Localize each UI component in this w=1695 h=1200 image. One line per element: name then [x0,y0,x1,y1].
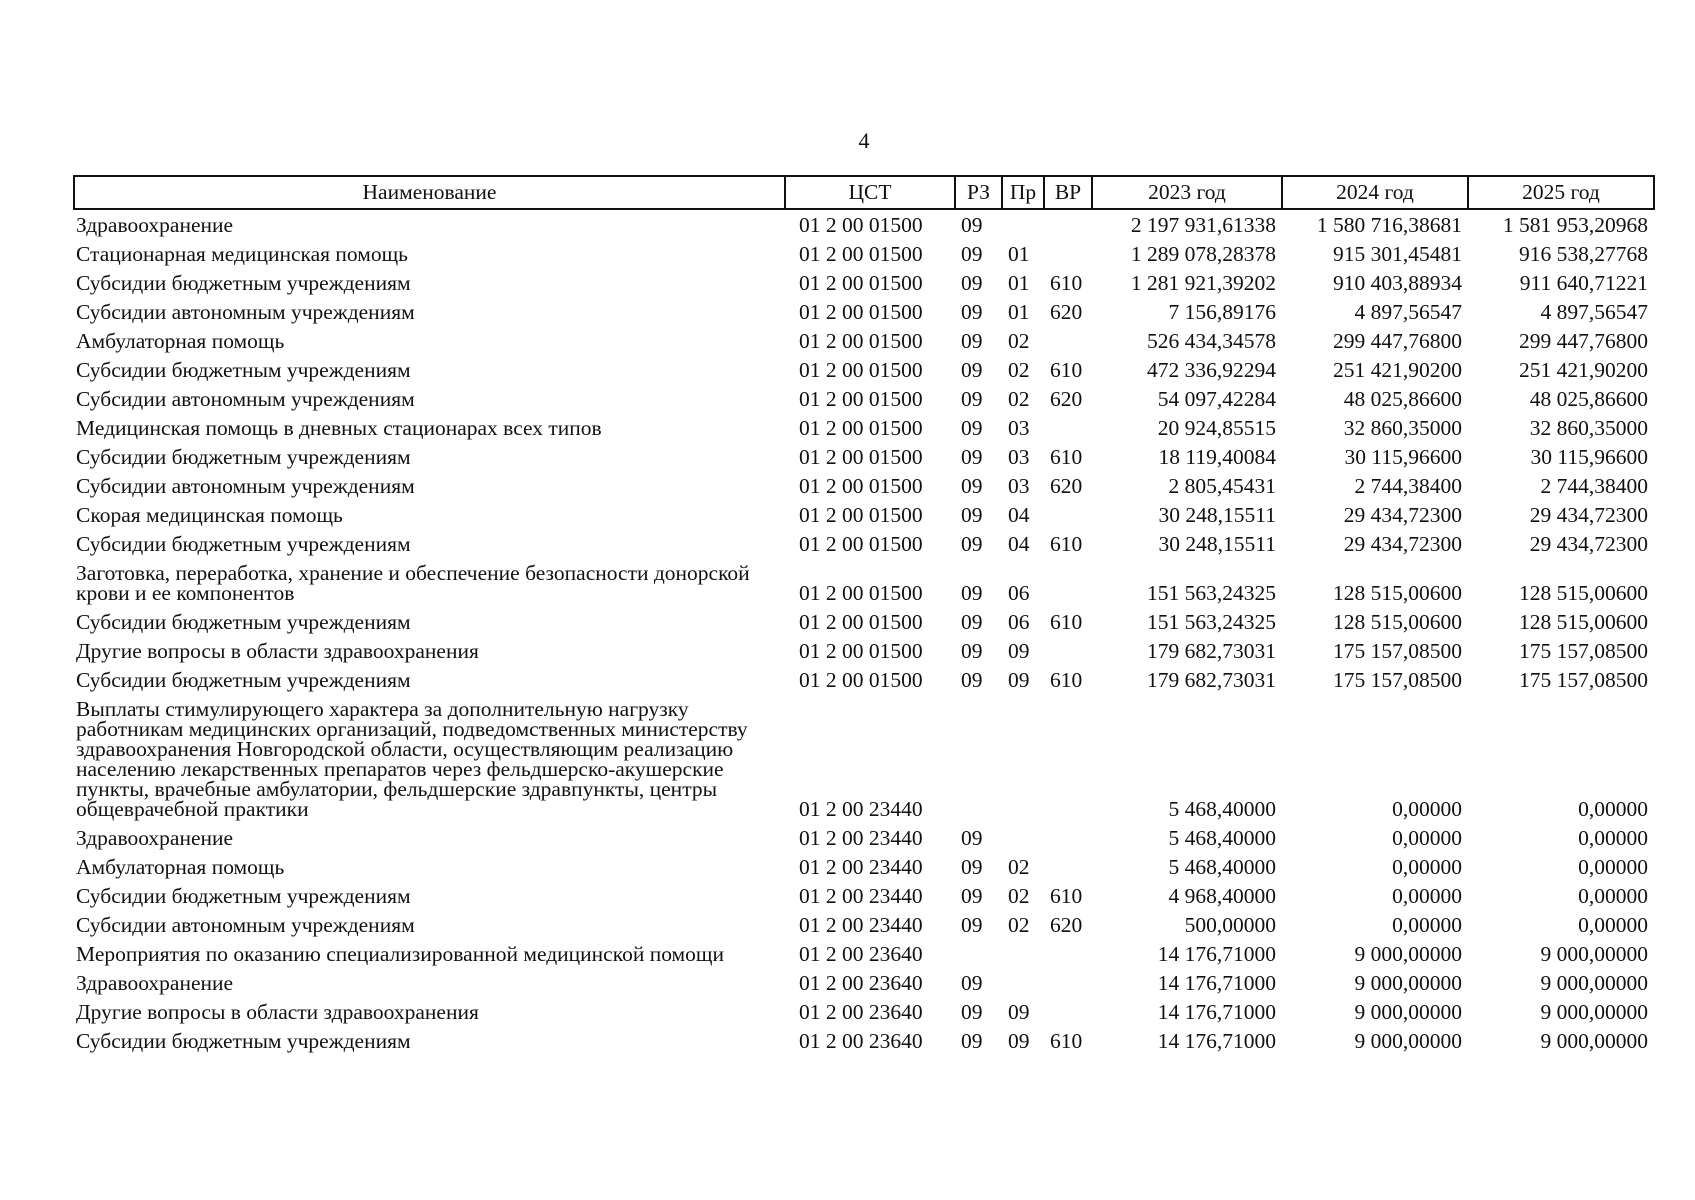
cell-vr: 610 [1050,610,1083,634]
cell-2025: 0,00000 [1578,913,1648,937]
table-row [74,297,1654,326]
cell-2023: 30 248,15511 [1158,532,1276,556]
cell-rz: 09 [961,474,983,498]
table-row [74,910,1654,939]
cell-2023: 14 176,71000 [1157,1000,1276,1024]
cell-2024: 299 447,76800 [1333,329,1462,353]
header-vr: ВР [1044,176,1092,209]
header-pr: Пр [1002,176,1044,209]
cell-2023: 18 119,40084 [1158,445,1276,469]
cell-2025: 9 000,00000 [1540,971,1648,995]
cell-2024: 32 860,35000 [1343,416,1462,440]
cell-2023: 54 097,42284 [1157,387,1276,411]
cell-2024: 915 301,45481 [1333,242,1462,266]
cell-vr [1044,694,1092,823]
cell-rz: 09 [961,387,983,411]
cell-rz: 09 [961,271,983,295]
cell-vr [1044,939,1092,968]
cell-rz [955,939,1002,968]
cell-2025: 916 538,27768 [1519,242,1648,266]
cell-vr: 620 [1050,913,1083,937]
cell-name: Субсидии бюджетным учреждениям [76,1029,411,1053]
cell-pr: 04 [1008,532,1030,556]
cell-vr [1044,852,1092,881]
table-body [74,209,1654,1055]
cell-pr: 02 [1008,913,1030,937]
cell-cst: 01 2 00 01500 [799,532,923,556]
cell-cst: 01 2 00 01500 [799,503,923,527]
cell-vr: 620 [1050,300,1083,324]
cell-cst: 01 2 00 01500 [799,213,923,237]
cell-2024: 910 403,88934 [1333,271,1462,295]
cell-2023: 20 924,85515 [1157,416,1276,440]
cell-2023: 179 682,73031 [1147,639,1276,663]
cell-cst: 01 2 00 01500 [799,358,923,382]
cell-2025: 29 434,72300 [1529,503,1648,527]
cell-2025: 911 640,71221 [1519,271,1648,295]
cell-pr: 02 [1008,358,1030,382]
cell-2025: 9 000,00000 [1540,1000,1648,1024]
cell-vr: 610 [1050,532,1083,556]
cell-2025: 4 897,56547 [1540,300,1648,324]
cell-vr: 610 [1050,358,1083,382]
cell-vr [1044,239,1092,268]
cell-vr: 620 [1050,474,1083,498]
cell-name: Скорая медицинская помощь [76,503,343,527]
cell-name: Здравоохранение [76,826,234,850]
table-row [74,968,1654,997]
cell-cst: 01 2 00 01500 [799,387,923,411]
cell-name: Здравоохранение [76,971,234,995]
cell-2024: 0,00000 [1392,797,1462,821]
cell-2025: 9 000,00000 [1540,1029,1648,1053]
cell-2024: 0,00000 [1392,884,1462,908]
cell-name: Мероприятия по оказанию специализированной медицинской помощи [76,942,724,966]
cell-2025: 9 000,00000 [1540,942,1648,966]
table-row [74,852,1654,881]
cell-vr [1044,997,1092,1026]
cell-vr: 610 [1050,668,1083,692]
cell-name: Субсидии бюджетным учреждениям [76,358,411,382]
cell-pr: 03 [1008,474,1030,498]
cell-2025: 30 115,96600 [1530,445,1648,469]
table-row [74,500,1654,529]
cell-2024: 9 000,00000 [1354,1029,1462,1053]
cell-2025: 128 515,00600 [1519,581,1648,605]
cell-2024: 175 157,08500 [1333,668,1462,692]
cell-vr: 610 [1050,445,1083,469]
cell-2025: 175 157,08500 [1519,639,1648,663]
cell-2024: 0,00000 [1392,913,1462,937]
cell-vr [1044,209,1092,239]
table-row [74,471,1654,500]
table-row [74,694,1654,823]
cell-pr [1002,823,1044,852]
cell-name: Амбулаторная помощь [76,329,285,353]
cell-rz: 09 [961,213,983,237]
cell-2025: 29 434,72300 [1529,532,1648,556]
table-row [74,326,1654,355]
cell-vr: 620 [1050,387,1083,411]
cell-2023: 1 289 078,28378 [1130,242,1276,266]
budget-table [73,175,1655,1055]
table-row [74,823,1654,852]
cell-rz: 09 [961,913,983,937]
cell-pr: 02 [1008,329,1030,353]
cell-name: Субсидии автономным учреждениям [76,300,415,324]
page-number: 4 [858,128,870,153]
cell-rz: 09 [961,445,983,469]
cell-cst: 01 2 00 01500 [799,639,923,663]
cell-2024: 9 000,00000 [1354,1000,1462,1024]
cell-cst: 01 2 00 01500 [799,668,923,692]
cell-2023: 5 468,40000 [1168,855,1276,879]
cell-pr: 09 [1008,1000,1030,1024]
cell-2024: 1 580 716,38681 [1316,213,1462,237]
cell-rz: 09 [961,855,983,879]
cell-2023: 4 968,40000 [1168,884,1276,908]
cell-cst: 01 2 00 23640 [799,1000,923,1024]
cell-name: Заготовка, переработка, хранение и обеспечение безопасности донорской крови и ее компонентов [76,561,750,605]
cell-vr [1044,413,1092,442]
cell-name: Другие вопросы в области здравоохранения [76,1000,479,1024]
cell-name: Субсидии бюджетным учреждениям [76,445,411,469]
cell-2025: 1 581 953,20968 [1502,213,1648,237]
cell-name: Субсидии бюджетным учреждениям [76,532,411,556]
cell-2024: 175 157,08500 [1333,639,1462,663]
cell-2024: 29 434,72300 [1343,503,1462,527]
cell-pr: 02 [1008,387,1030,411]
cell-cst: 01 2 00 23440 [799,797,923,821]
cell-2023: 179 682,73031 [1147,668,1276,692]
cell-2023: 2 805,45431 [1168,474,1276,498]
cell-cst: 01 2 00 01500 [799,242,923,266]
cell-cst: 01 2 00 23440 [799,855,923,879]
cell-vr: 610 [1050,884,1083,908]
cell-name: Субсидии автономным учреждениям [76,913,415,937]
cell-rz: 09 [961,884,983,908]
table-header-row [74,176,1654,209]
cell-name: Субсидии бюджетным учреждениям [76,884,411,908]
cell-cst: 01 2 00 01500 [799,445,923,469]
cell-2023: 30 248,15511 [1158,503,1276,527]
cell-rz: 09 [961,1000,983,1024]
cell-2023: 500,00000 [1184,913,1276,937]
cell-cst: 01 2 00 23640 [799,942,923,966]
cell-2024: 2 744,38400 [1354,474,1462,498]
cell-pr: 02 [1008,884,1030,908]
cell-pr: 06 [1008,581,1030,605]
cell-2023: 14 176,71000 [1157,942,1276,966]
table-row [74,607,1654,636]
cell-name: Здравоохранение [76,213,234,237]
cell-pr: 03 [1008,445,1030,469]
cell-2023: 472 336,92294 [1147,358,1276,382]
cell-name: Выплаты стимулирующего характера за дополнительную нагрузку работникам медицинских организаций, подведомственных министерству здравоохранения Новгородской области, осуществляющим реализацию населению лекарственных препаратов через фельдшерско-акушерские пункты, врачебные амбулатории, фельдшерские здравпункты, центры общеврачебной практики [76,697,748,821]
cell-name: Субсидии автономным учреждениям [76,474,415,498]
cell-2024: 128 515,00600 [1333,610,1462,634]
cell-vr [1044,558,1092,607]
cell-2024: 0,00000 [1392,826,1462,850]
table-row [74,1026,1654,1055]
cell-2024: 0,00000 [1392,855,1462,879]
cell-2025: 0,00000 [1578,855,1648,879]
cell-name: Субсидии бюджетным учреждениям [76,610,411,634]
cell-rz: 09 [961,242,983,266]
cell-pr: 09 [1008,639,1030,663]
table-row [74,442,1654,471]
cell-pr: 01 [1008,242,1030,266]
header-name: Наименование [74,176,785,209]
cell-cst: 01 2 00 01500 [799,300,923,324]
cell-name: Субсидии бюджетным учреждениям [76,668,411,692]
cell-cst: 01 2 00 01500 [799,271,923,295]
cell-2025: 0,00000 [1578,797,1648,821]
cell-cst: 01 2 00 23440 [799,913,923,937]
cell-cst: 01 2 00 01500 [799,581,923,605]
cell-cst: 01 2 00 01500 [799,416,923,440]
cell-2024: 251 421,90200 [1333,358,1462,382]
table-row [74,636,1654,665]
table-row [74,209,1654,239]
cell-2024: 29 434,72300 [1343,532,1462,556]
cell-2024: 128 515,00600 [1333,581,1462,605]
cell-2023: 5 468,40000 [1168,826,1276,850]
cell-vr [1044,500,1092,529]
cell-name: Медицинская помощь в дневных стационарах всех типов [76,416,602,440]
cell-2023: 2 197 931,61338 [1130,213,1276,237]
table-row [74,239,1654,268]
cell-2023: 7 156,89176 [1168,300,1276,324]
cell-cst: 01 2 00 01500 [799,329,923,353]
header-2023: 2023 год [1092,176,1282,209]
table-row [74,413,1654,442]
cell-vr [1044,326,1092,355]
table-row [74,881,1654,910]
cell-2024: 9 000,00000 [1354,942,1462,966]
cell-rz: 09 [961,1029,983,1053]
table-row [74,529,1654,558]
cell-2023: 5 468,40000 [1168,797,1276,821]
cell-pr [1002,939,1044,968]
cell-pr: 03 [1008,416,1030,440]
cell-2023: 14 176,71000 [1157,971,1276,995]
header-2024: 2024 год [1282,176,1468,209]
cell-vr [1044,636,1092,665]
cell-pr: 09 [1008,668,1030,692]
cell-cst: 01 2 00 23440 [799,826,923,850]
table-row [74,997,1654,1026]
cell-name: Другие вопросы в области здравоохранения [76,639,479,663]
cell-name: Субсидии автономным учреждениям [76,387,415,411]
cell-rz: 09 [961,668,983,692]
cell-rz: 09 [961,416,983,440]
cell-pr: 01 [1008,271,1030,295]
cell-2024: 4 897,56547 [1354,300,1462,324]
table-row [74,268,1654,297]
cell-rz: 09 [961,581,983,605]
cell-2023: 526 434,34578 [1147,329,1276,353]
table-row [74,558,1654,607]
cell-2023: 1 281 921,39202 [1130,271,1276,295]
cell-2025: 175 157,08500 [1519,668,1648,692]
header-2025: 2025 год [1468,176,1654,209]
cell-pr [1002,694,1044,823]
cell-cst: 01 2 00 01500 [799,610,923,634]
cell-name: Стационарная медицинская помощь [76,242,408,266]
cell-pr: 01 [1008,300,1030,324]
cell-2025: 251 421,90200 [1519,358,1648,382]
cell-vr: 610 [1050,1029,1083,1053]
header-cst: ЦСТ [785,176,955,209]
cell-pr [1002,968,1044,997]
cell-2025: 299 447,76800 [1519,329,1648,353]
cell-rz: 09 [961,532,983,556]
cell-vr [1044,823,1092,852]
table-row [74,384,1654,413]
cell-rz: 09 [961,329,983,353]
cell-2024: 48 025,86600 [1343,387,1462,411]
header-rz: РЗ [955,176,1002,209]
cell-2025: 0,00000 [1578,884,1648,908]
cell-2023: 151 563,24325 [1147,581,1276,605]
cell-name: Амбулаторная помощь [76,855,285,879]
cell-name: Субсидии бюджетным учреждениям [76,271,411,295]
cell-pr: 02 [1008,855,1030,879]
cell-2024: 9 000,00000 [1354,971,1462,995]
cell-rz: 09 [961,971,983,995]
cell-cst: 01 2 00 23640 [799,971,923,995]
cell-rz: 09 [961,826,983,850]
cell-2025: 0,00000 [1578,826,1648,850]
cell-rz: 09 [961,639,983,663]
cell-cst: 01 2 00 01500 [799,474,923,498]
table-row [74,665,1654,694]
cell-rz [955,694,1002,823]
cell-rz: 09 [961,610,983,634]
cell-2025: 32 860,35000 [1529,416,1648,440]
cell-rz: 09 [961,300,983,324]
cell-rz: 09 [961,503,983,527]
cell-pr: 09 [1008,1029,1030,1053]
cell-cst: 01 2 00 23640 [799,1029,923,1053]
cell-vr [1044,968,1092,997]
table-row [74,939,1654,968]
cell-2023: 14 176,71000 [1157,1029,1276,1053]
cell-vr: 610 [1050,271,1083,295]
cell-2023: 151 563,24325 [1147,610,1276,634]
cell-cst: 01 2 00 23440 [799,884,923,908]
cell-pr [1002,209,1044,239]
cell-2025: 2 744,38400 [1540,474,1648,498]
cell-2025: 48 025,86600 [1529,387,1648,411]
cell-2025: 128 515,00600 [1519,610,1648,634]
cell-rz: 09 [961,358,983,382]
cell-pr: 06 [1008,610,1030,634]
cell-pr: 04 [1008,503,1030,527]
table-row [74,355,1654,384]
cell-2024: 30 115,96600 [1344,445,1462,469]
